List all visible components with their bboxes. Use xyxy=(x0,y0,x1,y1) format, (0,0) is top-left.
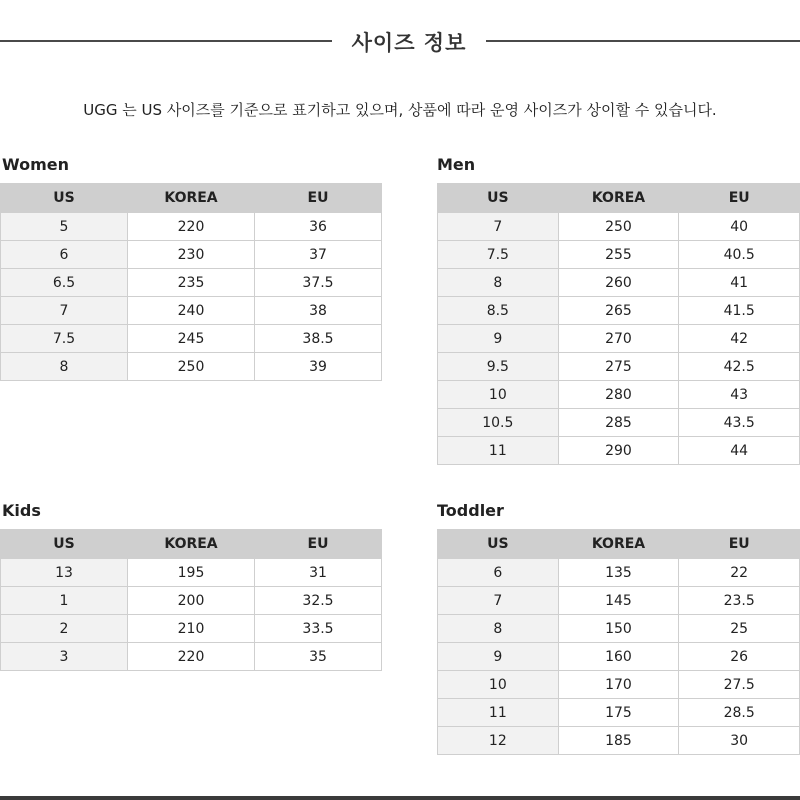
cell-eu: 41.5 xyxy=(679,297,800,325)
column-header-us: US xyxy=(1,184,128,213)
table-row xyxy=(438,559,800,587)
cell-eu: 42.5 xyxy=(679,353,800,381)
cell-eu: 32.5 xyxy=(255,587,382,615)
cell-korea: 270 xyxy=(558,325,679,353)
cell-us: 11 xyxy=(438,437,559,465)
table-row xyxy=(438,269,800,297)
column-header-eu: EU xyxy=(679,184,800,213)
cell-eu: 22 xyxy=(679,559,800,587)
women-label: Women xyxy=(2,155,69,174)
table-row xyxy=(438,381,800,409)
header-divider-right xyxy=(486,40,800,42)
kids-size-table xyxy=(0,529,382,671)
cell-korea: 135 xyxy=(558,559,679,587)
cell-us: 9 xyxy=(438,325,559,353)
column-header-korea: KOREA xyxy=(558,530,679,559)
men-label: Men xyxy=(437,155,476,174)
column-header-us: US xyxy=(1,530,128,559)
cell-korea: 150 xyxy=(558,615,679,643)
table-row xyxy=(438,615,800,643)
cell-us: 7 xyxy=(1,297,128,325)
cell-eu: 44 xyxy=(679,437,800,465)
cell-korea: 290 xyxy=(558,437,679,465)
cell-korea: 175 xyxy=(558,699,679,727)
table-row xyxy=(1,213,382,241)
header-divider-left xyxy=(0,40,332,42)
column-header-korea: KOREA xyxy=(558,184,679,213)
table-row xyxy=(438,297,800,325)
cell-us: 6 xyxy=(438,559,559,587)
cell-us: 7.5 xyxy=(1,325,128,353)
table-header-row xyxy=(1,184,382,213)
table-row xyxy=(438,437,800,465)
table-row xyxy=(438,587,800,615)
column-header-korea: KOREA xyxy=(128,184,255,213)
cell-eu: 38 xyxy=(255,297,382,325)
cell-us: 10.5 xyxy=(438,409,559,437)
cell-korea: 200 xyxy=(128,587,255,615)
cell-us: 6 xyxy=(1,241,128,269)
cell-korea: 195 xyxy=(128,559,255,587)
cell-korea: 220 xyxy=(128,643,255,671)
column-header-eu: EU xyxy=(255,530,382,559)
table-row xyxy=(438,353,800,381)
column-header-us: US xyxy=(438,184,559,213)
cell-eu: 27.5 xyxy=(679,671,800,699)
table-row xyxy=(438,643,800,671)
cell-eu: 38.5 xyxy=(255,325,382,353)
cell-us: 5 xyxy=(1,213,128,241)
cell-eu: 42 xyxy=(679,325,800,353)
cell-eu: 40.5 xyxy=(679,241,800,269)
table-header-row xyxy=(1,530,382,559)
table-row xyxy=(438,409,800,437)
cell-korea: 250 xyxy=(558,213,679,241)
cell-us: 7.5 xyxy=(438,241,559,269)
cell-us: 9.5 xyxy=(438,353,559,381)
women-size-table xyxy=(0,183,382,381)
cell-us: 10 xyxy=(438,671,559,699)
cell-eu: 37 xyxy=(255,241,382,269)
table-row xyxy=(1,269,382,297)
cell-us: 1 xyxy=(1,587,128,615)
cell-eu: 26 xyxy=(679,643,800,671)
cell-eu: 40 xyxy=(679,213,800,241)
table-row xyxy=(438,213,800,241)
cell-korea: 220 xyxy=(128,213,255,241)
cell-eu: 25 xyxy=(679,615,800,643)
cell-korea: 230 xyxy=(128,241,255,269)
cell-korea: 275 xyxy=(558,353,679,381)
cell-korea: 255 xyxy=(558,241,679,269)
bottom-divider xyxy=(0,796,800,800)
cell-eu: 43.5 xyxy=(679,409,800,437)
cell-korea: 145 xyxy=(558,587,679,615)
kids-label: Kids xyxy=(2,501,41,520)
cell-eu: 30 xyxy=(679,727,800,755)
cell-us: 7 xyxy=(438,587,559,615)
column-header-eu: EU xyxy=(679,530,800,559)
cell-korea: 285 xyxy=(558,409,679,437)
cell-korea: 160 xyxy=(558,643,679,671)
table-row xyxy=(1,587,382,615)
cell-eu: 31 xyxy=(255,559,382,587)
table-row xyxy=(438,727,800,755)
cell-korea: 235 xyxy=(128,269,255,297)
table-row xyxy=(1,241,382,269)
column-header-eu: EU xyxy=(255,184,382,213)
cell-korea: 265 xyxy=(558,297,679,325)
table-row xyxy=(438,671,800,699)
table-row xyxy=(1,559,382,587)
cell-korea: 260 xyxy=(558,269,679,297)
cell-us: 9 xyxy=(438,643,559,671)
cell-us: 7 xyxy=(438,213,559,241)
cell-eu: 23.5 xyxy=(679,587,800,615)
cell-eu: 28.5 xyxy=(679,699,800,727)
table-row xyxy=(438,699,800,727)
cell-eu: 41 xyxy=(679,269,800,297)
cell-us: 8.5 xyxy=(438,297,559,325)
cell-us: 2 xyxy=(1,615,128,643)
cell-us: 3 xyxy=(1,643,128,671)
table-header-row xyxy=(438,530,800,559)
men-size-table xyxy=(437,183,800,465)
cell-us: 8 xyxy=(1,353,128,381)
cell-korea: 210 xyxy=(128,615,255,643)
cell-eu: 36 xyxy=(255,213,382,241)
cell-us: 6.5 xyxy=(1,269,128,297)
cell-us: 8 xyxy=(438,615,559,643)
table-row xyxy=(1,615,382,643)
cell-us: 11 xyxy=(438,699,559,727)
cell-korea: 170 xyxy=(558,671,679,699)
table-row xyxy=(1,353,382,381)
column-header-us: US xyxy=(438,530,559,559)
table-row xyxy=(438,325,800,353)
cell-us: 13 xyxy=(1,559,128,587)
toddler-label: Toddler xyxy=(437,501,504,520)
cell-korea: 280 xyxy=(558,381,679,409)
table-row xyxy=(1,325,382,353)
size-notice: UGG 는 US 사이즈를 기준으로 표기하고 있으며, 상품에 따라 운영 사이즈가 상이할 수 있습니다. xyxy=(83,101,717,119)
cell-eu: 33.5 xyxy=(255,615,382,643)
cell-eu: 37.5 xyxy=(255,269,382,297)
toddler-size-table xyxy=(437,529,800,755)
cell-eu: 43 xyxy=(679,381,800,409)
cell-korea: 250 xyxy=(128,353,255,381)
cell-us: 8 xyxy=(438,269,559,297)
table-row xyxy=(1,643,382,671)
cell-us: 12 xyxy=(438,727,559,755)
cell-korea: 245 xyxy=(128,325,255,353)
table-header-row xyxy=(438,184,800,213)
cell-korea: 240 xyxy=(128,297,255,325)
cell-us: 10 xyxy=(438,381,559,409)
cell-eu: 35 xyxy=(255,643,382,671)
cell-eu: 39 xyxy=(255,353,382,381)
page-title: 사이즈 정보 xyxy=(351,31,467,55)
table-row xyxy=(438,241,800,269)
table-row xyxy=(1,297,382,325)
cell-korea: 185 xyxy=(558,727,679,755)
column-header-korea: KOREA xyxy=(128,530,255,559)
